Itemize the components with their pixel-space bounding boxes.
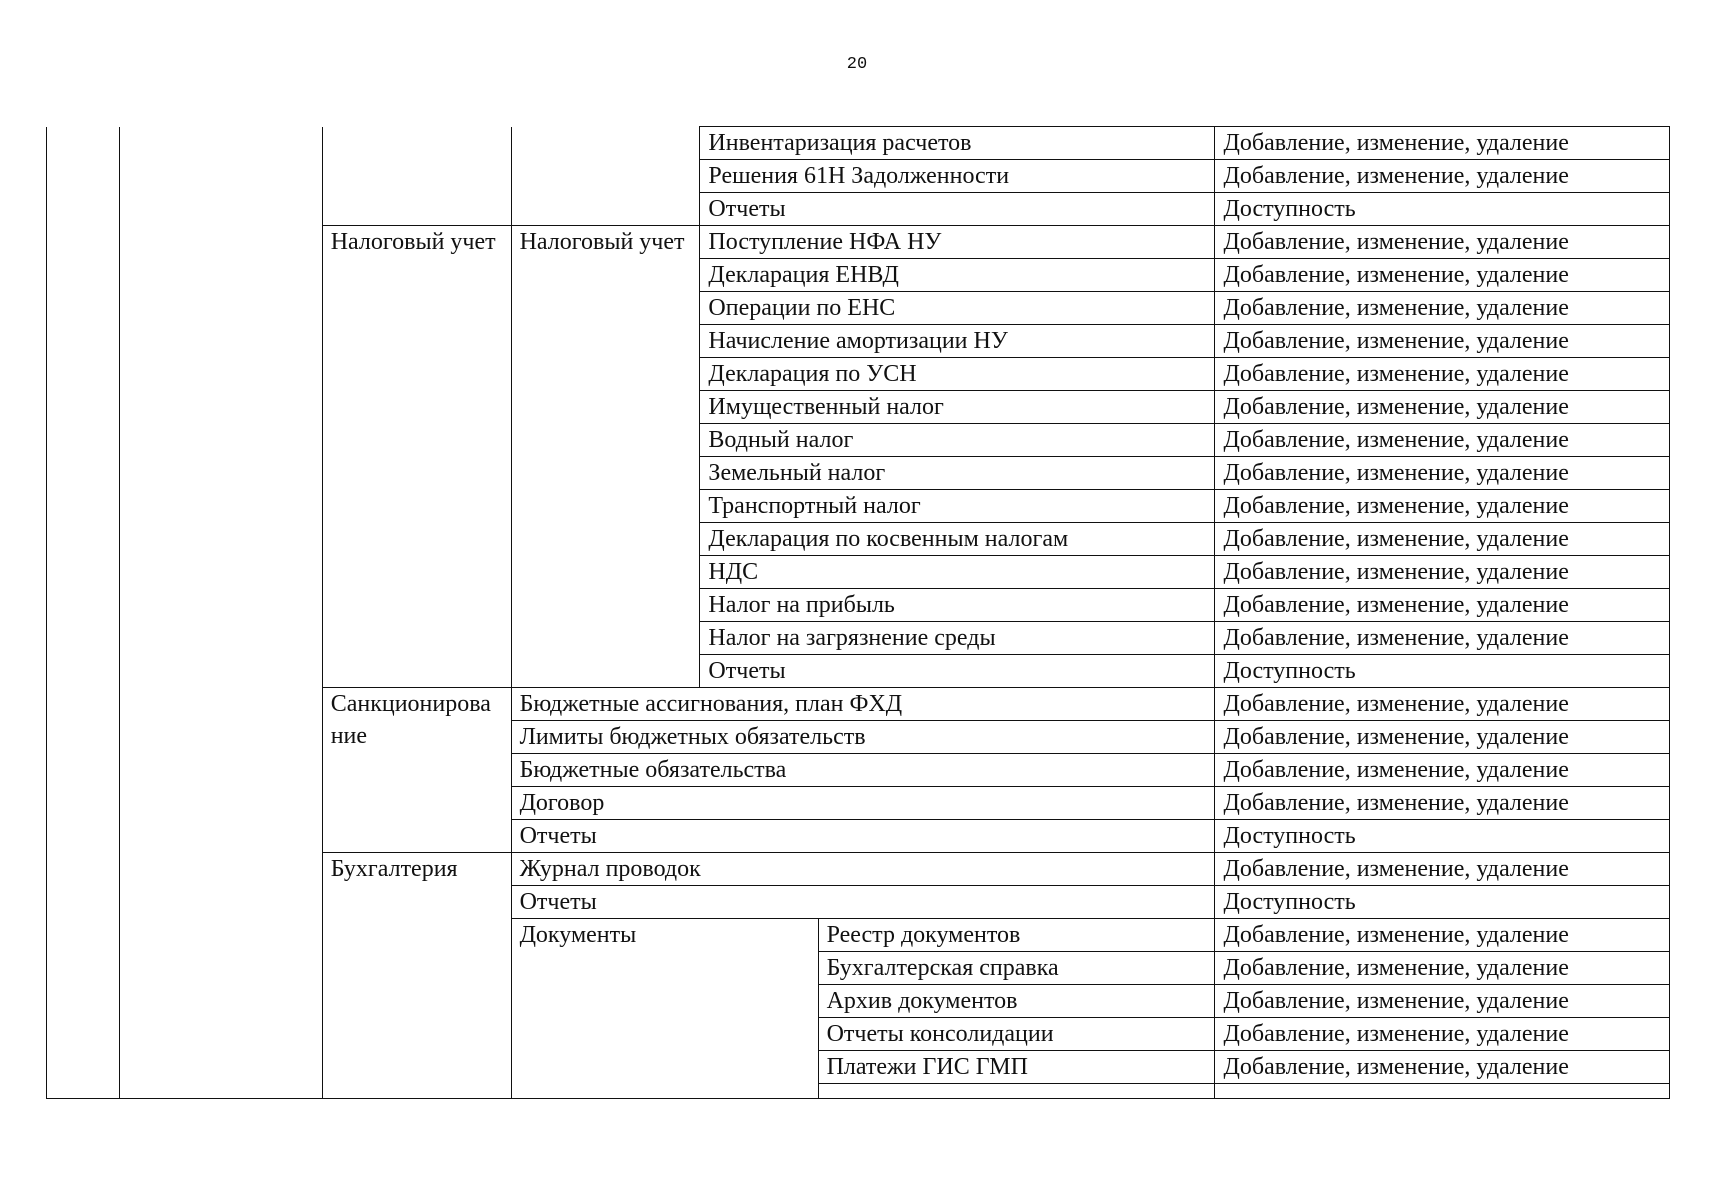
- access-rights: Добавление, изменение, удаление: [1215, 358, 1670, 391]
- access-rights: Добавление, изменение, удаление: [1215, 688, 1670, 721]
- access-rights: Добавление, изменение, удаление: [1215, 259, 1670, 292]
- access-rights: Добавление, изменение, удаление: [1215, 556, 1670, 589]
- access-rights: Добавление, изменение, удаление: [1215, 424, 1670, 457]
- object-name: Платежи ГИС ГМП: [818, 1051, 1215, 1084]
- access-rights: Добавление, изменение, удаление: [1215, 226, 1670, 259]
- access-rights: Добавление, изменение, удаление: [1215, 325, 1670, 358]
- object-name: Бухгалтерская справка: [818, 952, 1215, 985]
- section-tax: Налоговый учет: [322, 226, 511, 688]
- object-name: Архив документов: [818, 985, 1215, 1018]
- access-rights: Добавление, изменение, удаление: [1215, 919, 1670, 952]
- access-rights: Добавление, изменение, удаление: [1215, 622, 1670, 655]
- access-rights: Добавление, изменение, удаление: [1215, 457, 1670, 490]
- object-name: Лимиты бюджетных обязательств: [511, 721, 1215, 754]
- table-row: [47, 127, 1670, 160]
- access-rights: Добавление, изменение, удаление: [1215, 160, 1670, 193]
- object-name: Отчеты: [700, 655, 1215, 688]
- object-name: Журнал проводок: [511, 853, 1215, 886]
- object-name: Налог на прибыль: [700, 589, 1215, 622]
- object-name: Налог на загрязнение среды: [700, 622, 1215, 655]
- empty-col-2: [119, 127, 322, 1099]
- object-name: Имущественный налог: [700, 391, 1215, 424]
- section-accounting: Бухгалтерия: [322, 853, 511, 1099]
- object-name: Решения 61Н Задолженности: [700, 160, 1215, 193]
- object-name: Реестр документов: [818, 919, 1215, 952]
- page-number: 20: [846, 55, 868, 74]
- object-name: Поступление НФА НУ: [700, 226, 1215, 259]
- access-rights: Доступность: [1215, 886, 1670, 919]
- object-name: НДС: [700, 556, 1215, 589]
- access-rights: Добавление, изменение, удаление: [1215, 391, 1670, 424]
- object-name: Водный налог: [700, 424, 1215, 457]
- object-name: Декларация ЕНВД: [700, 259, 1215, 292]
- object-name: Бюджетные ассигнования, план ФХД: [511, 688, 1215, 721]
- empty-section-cell: [322, 127, 511, 226]
- object-name: Отчеты консолидации: [818, 1018, 1215, 1051]
- object-name: Начисление амортизации НУ: [700, 325, 1215, 358]
- access-rights-table: [46, 126, 1670, 1099]
- access-rights: Добавление, изменение, удаление: [1215, 292, 1670, 325]
- empty-subsection-cell: [511, 127, 700, 226]
- access-rights: Добавление, изменение, удаление: [1215, 853, 1670, 886]
- access-rights: Добавление, изменение, удаление: [1215, 589, 1670, 622]
- object-name: Земельный налог: [700, 457, 1215, 490]
- empty-col-1: [47, 127, 120, 1099]
- access-rights: Добавление, изменение, удаление: [1215, 787, 1670, 820]
- object-name: Декларация по УСН: [700, 358, 1215, 391]
- access-rights: Добавление, изменение, удаление: [1215, 490, 1670, 523]
- spacer-cell: [818, 1084, 1215, 1099]
- object-name: Бюджетные обязательства: [511, 754, 1215, 787]
- object-name: Договор: [511, 787, 1215, 820]
- access-rights: Доступность: [1215, 820, 1670, 853]
- subsection-tax: Налоговый учет: [511, 226, 700, 688]
- access-rights: Добавление, изменение, удаление: [1215, 127, 1670, 160]
- access-rights: Добавление, изменение, удаление: [1215, 721, 1670, 754]
- access-rights: Добавление, изменение, удаление: [1215, 754, 1670, 787]
- access-rights: Доступность: [1215, 655, 1670, 688]
- object-name: Отчеты: [511, 886, 1215, 919]
- access-rights: Добавление, изменение, удаление: [1215, 1018, 1670, 1051]
- spacer-cell: [1215, 1084, 1670, 1099]
- access-rights: Добавление, изменение, удаление: [1215, 1051, 1670, 1084]
- object-name: Отчеты: [700, 193, 1215, 226]
- object-name: Инвентаризация расчетов: [700, 127, 1215, 160]
- object-name: Операции по ЕНС: [700, 292, 1215, 325]
- access-rights: Добавление, изменение, удаление: [1215, 952, 1670, 985]
- object-name: Декларация по косвенным налогам: [700, 523, 1215, 556]
- access-rights: Добавление, изменение, удаление: [1215, 523, 1670, 556]
- access-rights: Доступность: [1215, 193, 1670, 226]
- object-name: Транспортный налог: [700, 490, 1215, 523]
- access-rights: Добавление, изменение, удаление: [1215, 985, 1670, 1018]
- object-name: Отчеты: [511, 820, 1215, 853]
- documents-group: Документы: [511, 919, 818, 1099]
- section-sanction: Санкционирование: [322, 688, 511, 853]
